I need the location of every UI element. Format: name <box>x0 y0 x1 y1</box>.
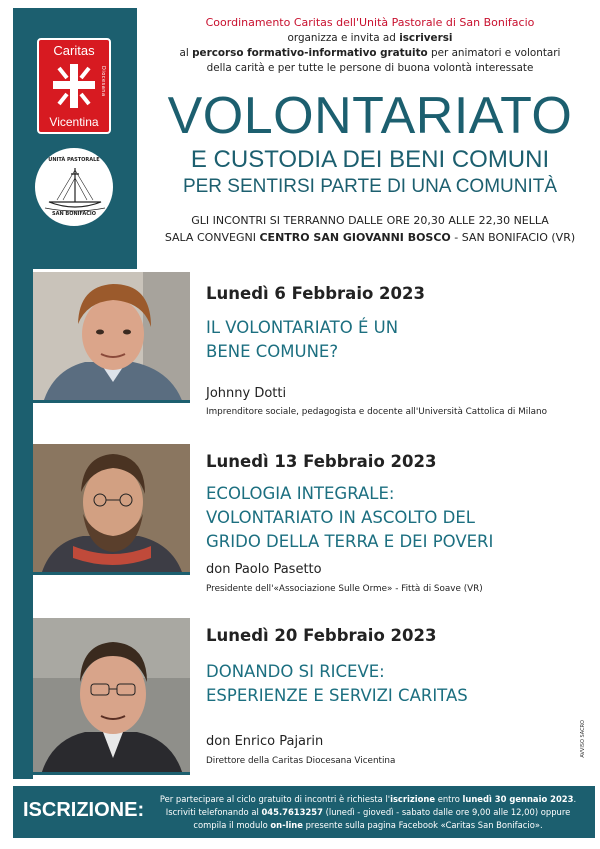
speaker-photo-1 <box>33 272 190 403</box>
avviso-sacro-note: AVVISO SACRO <box>580 720 586 758</box>
boat-icon <box>35 164 113 214</box>
caritas-logo-top: Caritas <box>53 43 95 58</box>
event-title: IL VOLONTARIATO É UN BENE COMUNE? <box>206 318 399 361</box>
course-line: al percorso formativo-informativo gratuito per animatori e volontari <box>179 47 561 59</box>
caritas-logo <box>37 38 111 134</box>
unita-pastorale-logo <box>33 146 115 228</box>
speaker-photo-2 <box>33 444 190 575</box>
event-speaker-role: Imprenditore sociale, pedagogista e docente all'Università Cattolica di Milano <box>206 407 548 417</box>
audience-line: della carità e per tutte le persone di buona volontà interessate <box>206 62 534 74</box>
event-date: Lunedì 13 Febbraio 2023 <box>206 452 437 471</box>
event-title: DONANDO SI RICEVE: ESPERIENZE E SERVIZI CARITAS <box>206 662 468 705</box>
speaker-photo-3 <box>33 618 190 775</box>
subtitle-1: E CUSTODIA DEI BENI COMUNI <box>190 146 550 173</box>
registration-footer <box>13 786 595 838</box>
subtitle-2: PER SENTIRSI PARTE DI UNA COMUNITÀ <box>182 176 558 197</box>
event-speaker-role: Presidente dell'«Associazione Sulle Orme» - Fittà di Soave (VR) <box>206 584 483 594</box>
caritas-logo-side: Diocesana <box>100 66 106 97</box>
main-title: VOLONTARIATO <box>167 87 573 145</box>
event-date: Lunedì 6 Febbraio 2023 <box>206 284 425 303</box>
schedule-line: GLI INCONTRI SI TERRANNO DALLE ORE 20,30 ALLE 22,30 NELLA <box>191 214 549 227</box>
event-2 <box>33 444 593 609</box>
event-title: ECOLOGIA INTEGRALE: VOLONTARIATO IN ASCOLTO DEL GRIDO DELLA TERRA E DEI POVERI <box>206 484 494 551</box>
registration-line-1: Per partecipare al ciclo gratuito di incontri è richiesta l'iscrizione entro lunedì 30 gennaio 2023. <box>159 794 577 804</box>
event-1 <box>33 272 593 437</box>
event-speaker: don Paolo Pasetto <box>206 562 322 577</box>
unita-logo-top: UNITÀ PASTORALE <box>48 157 100 163</box>
caritas-logo-bottom: Vicentina <box>49 115 99 129</box>
organizer-line: Coordinamento Caritas dell'Unità Pastorale di San Bonifacio <box>205 16 535 29</box>
registration-line-2: Iscriviti telefonando al 045.7613257 (lunedì - giovedì - sabato dalle ore 9,00 alle 12,00) oppure <box>165 807 571 817</box>
registration-line-3: compila il modulo on-line presente sulla pagina Facebook «Caritas San Bonifacio». <box>193 820 543 830</box>
event-3 <box>33 618 593 778</box>
event-speaker: don Enrico Pajarin <box>206 734 324 749</box>
sidebar-band-lower <box>13 269 33 779</box>
registration-label: ISCRIZIONE: <box>23 799 145 821</box>
event-date: Lunedì 20 Febbraio 2023 <box>206 626 437 645</box>
caritas-cross-icon <box>53 64 95 108</box>
unita-logo-bottom: SAN BONIFACIO <box>52 211 96 217</box>
event-speaker-role: Direttore della Caritas Diocesana Vicentina <box>206 756 396 766</box>
venue-line: SALA CONVEGNI CENTRO SAN GIOVANNI BOSCO - SAN BONIFACIO (VR) <box>164 231 576 244</box>
invite-line: organizza e invita ad iscriversi <box>287 32 453 44</box>
event-speaker: Johnny Dotti <box>206 386 287 401</box>
